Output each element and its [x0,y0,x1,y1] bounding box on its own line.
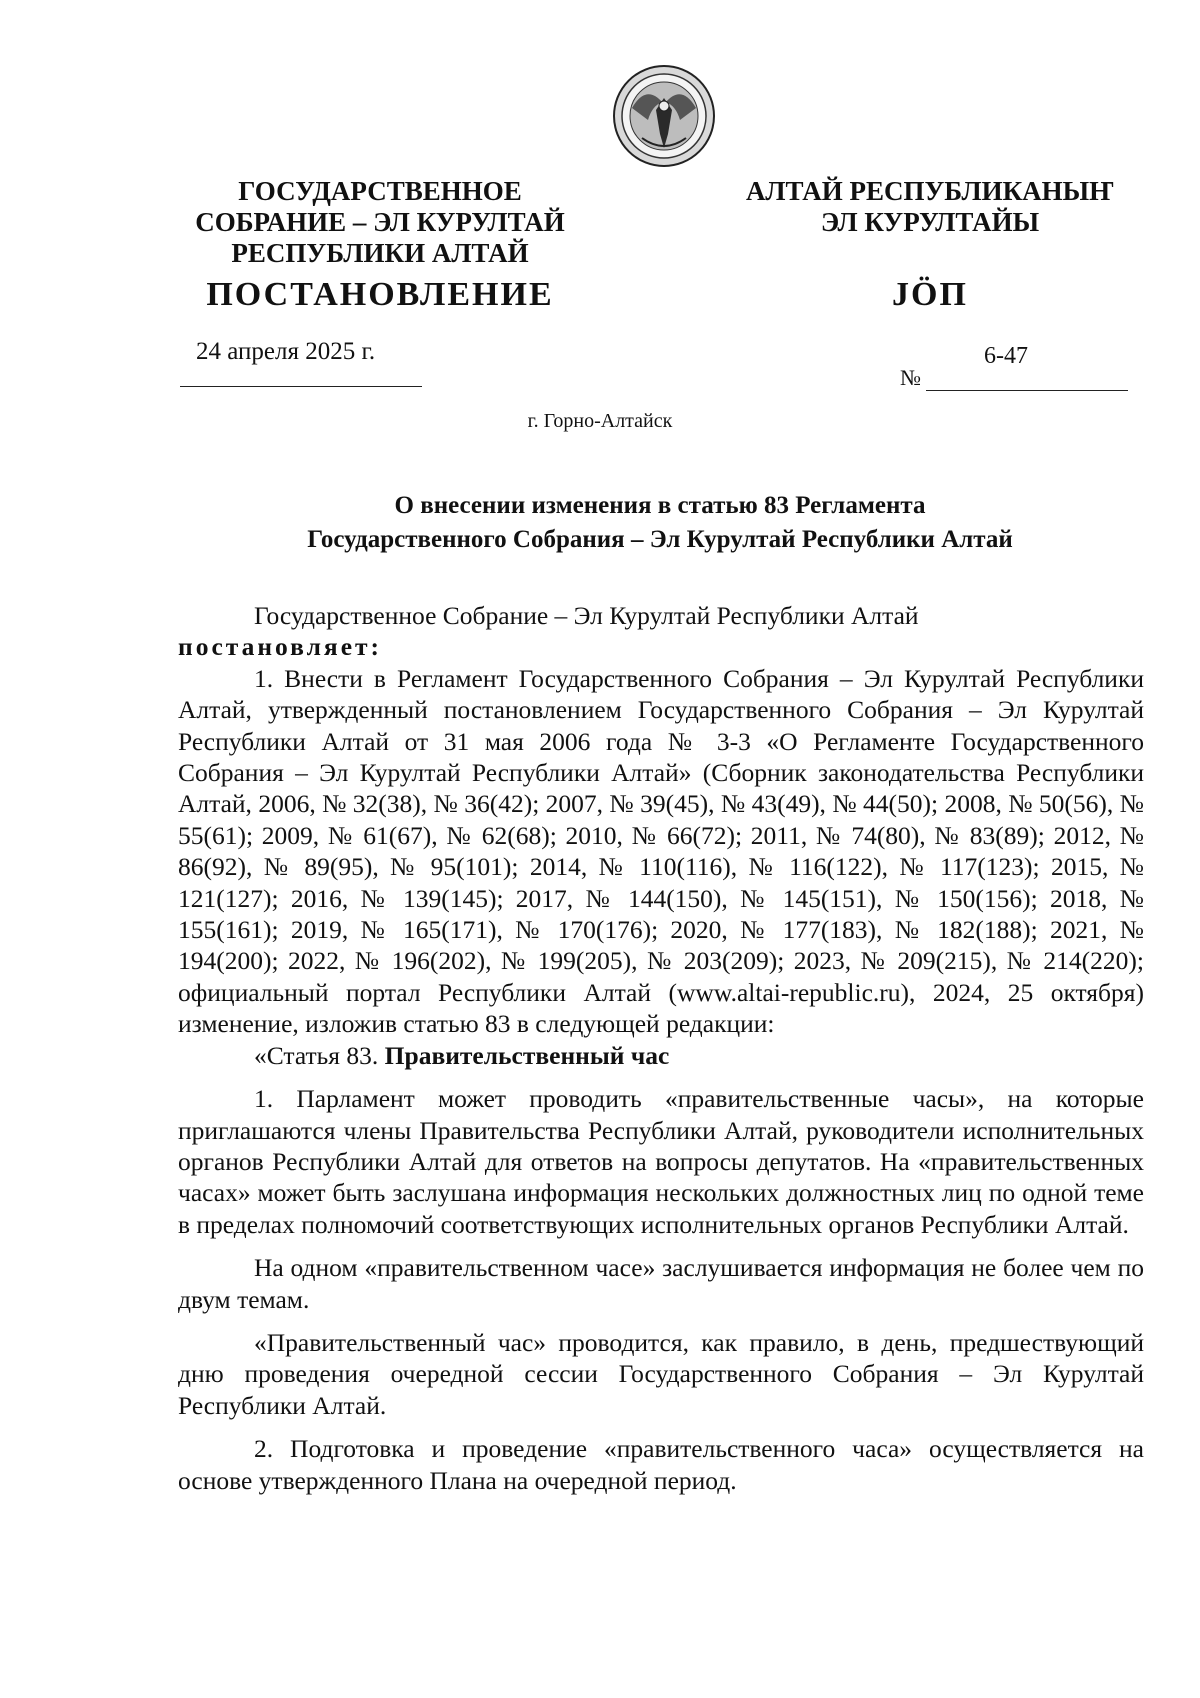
article-prefix: «Статья 83. [254,1040,385,1070]
item-1-paragraph: 1. Внести в Регламент Государственного Собрания – Эл Курултай Республики Алтай, утвержденный постановлением Государственного Собрания – Эл Курултай Республики Алтай от 31 мая 2006 года № 3-3 «О Регламенте Государственного Собрания – Эл Курултай Республики Алтай» (Сборник законодательства Республики Алтай, 2006, № 32(38), № 36(42); 2007, № 39(45), № 43(49), № 44(50); 2008, № 50(56), № 55(61); 2009, № 61(67), № 62(68); 2010, № 66(72); 2011, № 74(80), № 83(89); 2012, № 86(92), № 89(95), № 95(101); 2014, № 110(116), № 116(122), № 117(123); 2015, № 121(127); 2016, № 139(145); 2017, № 144(150), № 145(151), № 150(156); 2018, № 155(161); 2019, № 165(171), № 170(176); 2020, № 177(183), № 182(188); 2021, № 194(200); 2022, № 196(202), № 199(205), № 203(209); 2023, № 209(215), № 214(220); официальный портал Республики Алтай (www.altai-republic.ru), 2024, 25 октября) изменение, изложив статью 83 в следующей редакции: [178,663,1144,1039]
doc-type-russian: ПОСТАНОВЛЕНИЕ [206,276,554,313]
document-city: г. Горно-Алтайск [527,410,673,432]
document-number: 6-47 [984,343,1028,369]
article-paragraph-2: На одном «правительственном часе» заслушивается информация не более чем по двум темам. [178,1253,1144,1314]
date-underline [180,386,422,387]
org-name-line-3: РЕСПУБЛИКИ АЛТАЙ [231,238,529,268]
document-title [180,489,1140,557]
article-paragraph-4: 2. Подготовка и проведение «правительственного часа» осуществляется на основе утвержденного Плана на очередной период. [178,1434,1144,1495]
org-name-altai [720,176,1140,238]
org-name-altai-line-1: АЛТАЙ РЕСПУБЛИКАНЫҤ [745,176,1115,206]
org-name-line-2: СОБРАНИЕ – ЭЛ КУРУЛТАЙ [195,207,565,237]
org-name-russian [180,176,580,269]
emblem-icon [612,62,716,170]
article-title: Правительственный час [384,1040,670,1070]
resolves-label: постановляет: [178,632,383,662]
intro-paragraph: Государственное Собрание – Эл Курултай Республики Алтай [254,601,919,630]
number-underline [926,390,1128,391]
org-name-altai-line-2: ЭЛ КУРУЛТАЙЫ [820,207,1040,237]
article-paragraph-3: «Правительственный час» проводится, как правило, в день, предшествующий дню проведения очередной сессии Государственного Собрания – Эл Курултай Республики Алтай. [178,1327,1144,1420]
document-date: 24 апреля 2025 г. [196,338,376,365]
org-name-line-1: ГОСУДАРСТВЕННОЕ [238,176,522,206]
title-line-2: Государственного Собрания – Эл Курултай Республики Алтай [307,526,1013,553]
number-sign: № [900,365,921,390]
article-heading [178,1040,1144,1071]
doc-type-altai: ЈӦП [892,276,968,313]
title-line-1: О внесении изменения в статью 83 Регламента [394,492,926,519]
document-body [178,600,1144,1496]
article-paragraph-1: 1. Парламент может проводить «правительственные часы», на которые приглашаются члены Правительства Республики Алтай, руководители исполнительных органов Республики Алтай для ответов на вопросы депутатов. На «правительственных часах» может быть заслушана информация нескольких должностных лиц по одной теме в пределах полномочий соответствующих исполнительных органов Республики Алтай. [178,1084,1144,1239]
